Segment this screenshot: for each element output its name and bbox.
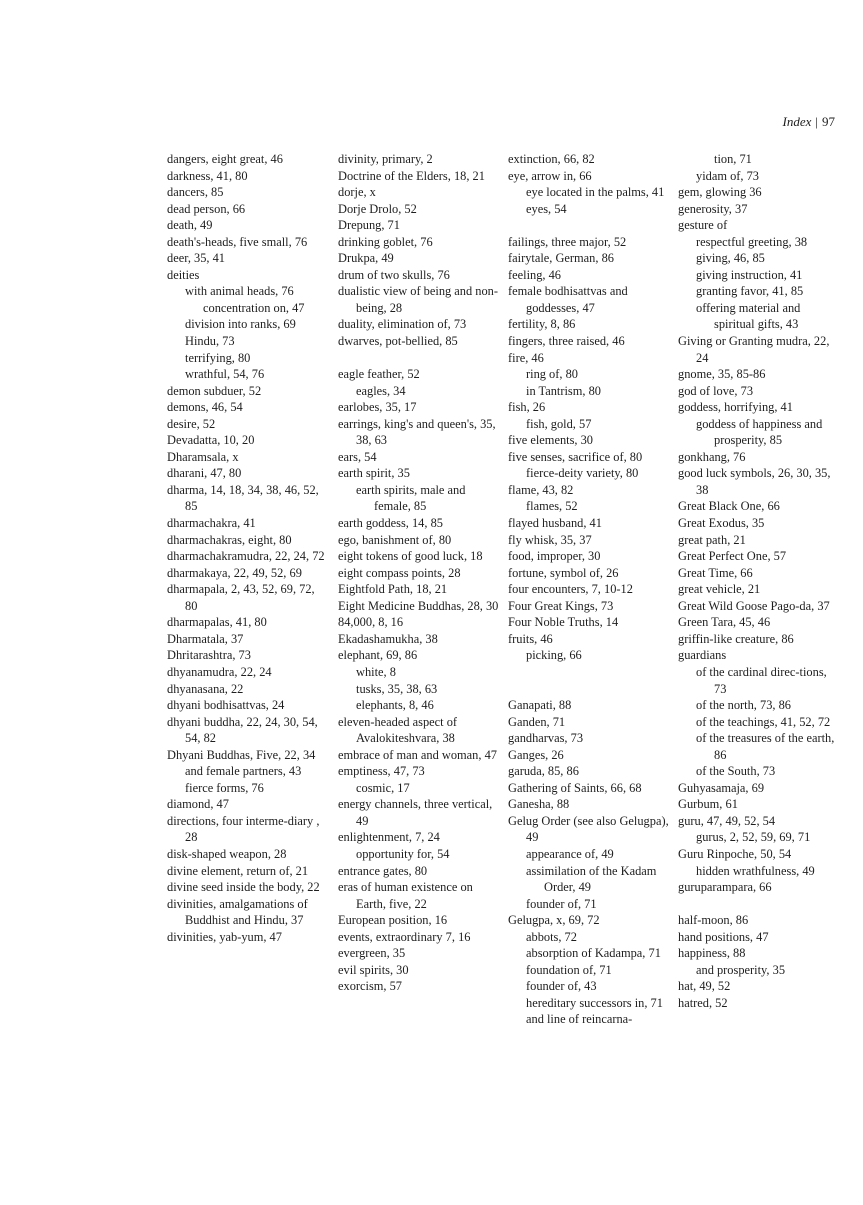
index-subentry: opportunity for, 54: [356, 846, 450, 861]
index-entry: demon subduer, 52: [167, 383, 262, 398]
index-entry: fortune, symbol of, 26: [508, 565, 619, 580]
index-subentry: giving instruction, 41: [696, 267, 803, 282]
index-subentry: cosmic, 17: [356, 780, 410, 795]
section-gap: [338, 350, 500, 367]
index-entry: Gelugpa, x, 69, 72: [508, 913, 600, 928]
index-subentry: white, 8: [356, 664, 396, 679]
index-subentry: fierce forms, 76: [185, 780, 264, 795]
index-column-3: [508, 151, 670, 1028]
index-entry: extinction, 66, 82: [508, 152, 595, 166]
index-subentry: of the treasures of the earth, 86: [696, 731, 835, 762]
index-entry: gandharvas, 73: [508, 731, 584, 746]
index-subentry: abbots, 72: [526, 929, 577, 944]
index-entry: Dorje Drolo, 52: [338, 201, 417, 216]
index-subentry: with animal heads, 76: [185, 284, 294, 299]
index-subentry: division into ranks, 69: [185, 317, 296, 332]
index-entry: darkness, 41, 80: [167, 168, 248, 183]
index-entry: entrance gates, 80: [338, 863, 428, 878]
index-entry: Guru Rinpoche, 50, 54: [678, 846, 792, 861]
section-gap: [508, 681, 670, 698]
index-column-2: [338, 151, 500, 995]
index-entry: fly whisk, 35, 37: [508, 532, 592, 547]
index-entry: demons, 46, 54: [167, 400, 243, 415]
index-entry: embrace of man and woman, 47: [338, 747, 497, 762]
index-entry: desire, 52: [167, 416, 216, 431]
index-subentry: of the north, 73, 86: [696, 698, 791, 713]
index-entry: dangers, eight great, 46: [167, 152, 283, 166]
index-entry: divinity, primary, 2: [338, 152, 433, 166]
index-entry: Dharamsala, x: [167, 449, 239, 464]
index-entry: Doctrine of the Elders, 18, 21: [338, 168, 485, 183]
index-entry: Great Exodus, 35: [678, 516, 765, 531]
index-subentry: in Tantrism, 80: [526, 383, 601, 398]
index-entry: dorje, x: [338, 185, 376, 200]
index-entry: eras of human existence on Earth, five, 22: [338, 880, 473, 911]
index-subentry: and prosperity, 35: [696, 962, 786, 977]
index-subentry: tion, 71: [714, 152, 752, 166]
index-subentry: terrifying, 80: [185, 350, 251, 365]
index-entry: European position, 16: [338, 913, 448, 928]
section-gap: [508, 217, 670, 234]
index-entry: failings, three major, 52: [508, 234, 627, 249]
index-entry: earth spirit, 35: [338, 466, 410, 481]
index-subentry: foundation of, 71: [526, 962, 612, 977]
index-entry: flame, 43, 82: [508, 482, 574, 497]
index-subentry: gurus, 2, 52, 59, 69, 71: [696, 830, 811, 845]
index-entry: half-moon, 86: [678, 913, 749, 928]
index-entry: Dhritarashtra, 73: [167, 648, 251, 663]
index-entry: fire, 46: [508, 350, 544, 365]
index-entry: ego, banishment of, 80: [338, 532, 452, 547]
index-entry: earth goddess, 14, 85: [338, 516, 443, 531]
index-entry: fish, 26: [508, 400, 546, 415]
index-subentry: absorption of Kadampa, 71: [526, 946, 661, 961]
index-entry: dharmakaya, 22, 49, 52, 69: [167, 565, 302, 580]
index-entry: Giving or Granting mudra, 22, 24: [678, 334, 830, 365]
index-entry: dharmachakra, 41: [167, 516, 256, 531]
index-entry: dhyani buddha, 22, 24, 30, 54, 54, 82: [167, 714, 318, 746]
index-subentry: fish, gold, 57: [526, 416, 592, 431]
index-subentry: ring of, 80: [526, 367, 578, 382]
index-entry: dhyanasana, 22: [167, 681, 244, 696]
index-entry: Four Great Kings, 73: [508, 598, 614, 613]
index-entry: Drukpa, 49: [338, 251, 394, 266]
index-entry: deities: [167, 267, 200, 282]
index-entry: drinking goblet, 76: [338, 234, 433, 249]
index-subentry: of the teachings, 41, 52, 72: [696, 714, 831, 729]
index-entry: energy channels, three vertical, 49: [338, 797, 493, 828]
index-entry: five senses, sacrifice of, 80: [508, 449, 643, 464]
index-subentry: earth spirits, male and female, 85: [356, 482, 466, 514]
index-subentry: elephants, 8, 46: [356, 698, 434, 713]
index-column-4: [678, 151, 840, 1011]
index-entry: ears, 54: [338, 449, 377, 464]
index-entry: disk-shaped weapon, 28: [167, 846, 287, 861]
index-subentry: offering material and spiritual gifts, 43: [696, 300, 801, 332]
index-entry: Ekadashamukha, 38: [338, 631, 438, 646]
index-entry: eight tokens of good luck, 18: [338, 549, 483, 564]
index-subentry: granting favor, 41, 85: [696, 284, 804, 299]
index-subentry: wrathful, 54, 76: [185, 367, 265, 382]
index-entry: Great Perfect One, 57: [678, 549, 787, 564]
index-entry: happiness, 88: [678, 946, 746, 961]
index-entry: dharani, 47, 80: [167, 466, 242, 481]
index-entry: gem, glowing 36: [678, 185, 762, 200]
index-entry: evil spirits, 30: [338, 962, 409, 977]
index-entry: dharmachakras, eight, 80: [167, 532, 292, 547]
index-entry: guardians: [678, 648, 727, 663]
index-subentry: hereditary successors in, 71: [526, 995, 663, 1010]
index-entry: eleven-headed aspect of Avalokiteshvara, 38: [338, 714, 458, 746]
index-subentry: concentration on, 47: [203, 300, 305, 315]
index-subentry: and line of reincarna-: [526, 1012, 633, 1027]
index-subentry: fierce-deity variety, 80: [526, 466, 639, 481]
index-subentry: eyes, 54: [526, 201, 567, 216]
index-subentry: picking, 66: [526, 648, 582, 663]
index-entry: events, extraordinary 7, 16: [338, 929, 471, 944]
index-entry: Green Tara, 45, 46: [678, 615, 771, 630]
index-entry: four encounters, 7, 10-12: [508, 582, 633, 597]
index-entry: enlightenment, 7, 24: [338, 830, 440, 845]
index-entry: dharmachakramudra, 22, 24, 72: [167, 549, 325, 564]
index-entry: five elements, 30: [508, 433, 593, 448]
index-subentry: and female partners, 43: [185, 764, 302, 779]
index-entry: exorcism, 57: [338, 979, 403, 994]
index-entry: drum of two skulls, 76: [338, 267, 450, 282]
running-head: [783, 114, 835, 130]
index-entry: Gathering of Saints, 66, 68: [508, 780, 642, 795]
index-entry: Eightfold Path, 18, 21: [338, 582, 448, 597]
index-entry: dhyanamudra, 22, 24: [167, 664, 272, 679]
index-entry: female bodhisattvas and goddesses, 47: [508, 284, 628, 315]
index-subentry: founder of, 43: [526, 979, 597, 994]
index-entry: divinities, yab-yum, 47: [167, 929, 282, 944]
index-entry: Ganesha, 88: [508, 797, 570, 812]
index-entry: dwarves, pot-bellied, 85: [338, 334, 458, 349]
index-entry: duality, elimination of, 73: [338, 317, 467, 332]
index-entry: Great Black One, 66: [678, 499, 780, 514]
index-entry: great vehicle, 21: [678, 582, 761, 597]
index-entry: death's-heads, five small, 76: [167, 234, 308, 249]
index-subentry: goddess of happiness and prosperity, 85: [696, 416, 823, 448]
index-entry: hatred, 52: [678, 995, 728, 1010]
index-entry: generosity, 37: [678, 201, 748, 216]
index-entry: great path, 21: [678, 532, 746, 547]
index-subentry: founder of, 71: [526, 896, 597, 911]
index-entry: guruparampara, 66: [678, 880, 772, 895]
index-subentry: flames, 52: [526, 499, 578, 514]
index-entry: flayed husband, 41: [508, 516, 602, 531]
index-subentry: hidden wrathfulness, 49: [696, 863, 815, 878]
index-subentry: giving, 46, 85: [696, 251, 765, 266]
index-entry: divine seed inside the body, 22: [167, 880, 320, 895]
index-entry: Guhyasamaja, 69: [678, 780, 765, 795]
index-entry: griffin-like creature, 86: [678, 631, 794, 646]
index-entry: hand positions, 47: [678, 929, 769, 944]
index-entry: eagle feather, 52: [338, 367, 420, 382]
index-entry: directions, four interme-diary , 28: [167, 813, 320, 845]
index-subentry: yidam of, 73: [696, 168, 759, 183]
index-entry: diamond, 47: [167, 797, 229, 812]
running-head-title: Index: [782, 114, 812, 129]
index-entry: god of love, 73: [678, 383, 754, 398]
index-entry: fairytale, German, 86: [508, 251, 614, 266]
index-entry: elephant, 69, 86: [338, 648, 418, 663]
index-entry: Ganges, 26: [508, 747, 564, 762]
index-entry: deer, 35, 41: [167, 251, 225, 266]
index-entry: fingers, three raised, 46: [508, 334, 625, 349]
index-entry: Gurbum, 61: [678, 797, 738, 812]
index-column-1: [167, 151, 329, 945]
index-entry: guru, 47, 49, 52, 54: [678, 813, 776, 828]
section-gap: [508, 664, 670, 681]
index-subentry: assimilation of the Kadam Order, 49: [526, 863, 657, 895]
index-subentry: tusks, 35, 38, 63: [356, 681, 438, 696]
index-entry: fertility, 8, 86: [508, 317, 576, 332]
index-entry: Ganapati, 88: [508, 698, 572, 713]
index-entry: gesture of: [678, 218, 728, 233]
index-entry: emptiness, 47, 73: [338, 764, 425, 779]
index-entry: earrings, king's and queen's, 35, 38, 63: [338, 416, 496, 448]
index-entry: dharmapala, 2, 43, 52, 69, 72, 80: [167, 582, 315, 613]
index-entry: fruits, 46: [508, 631, 553, 646]
index-entry: Dhyani Buddhas, Five, 22, 34: [167, 747, 316, 762]
index-entry: Devadatta, 10, 20: [167, 433, 255, 448]
index-subentry: respectful greeting, 38: [696, 234, 808, 249]
running-head-separator: |: [815, 114, 818, 129]
index-entry: feeling, 46: [508, 267, 561, 282]
index-subentry: of the South, 73: [696, 764, 776, 779]
index-entry: Dharmatala, 37: [167, 631, 244, 646]
index-entry: Four Noble Truths, 14: [508, 615, 619, 630]
index-entry: dead person, 66: [167, 201, 246, 216]
index-entry: Gelug Order (see also Gelugpa), 49: [508, 813, 669, 845]
index-entry: divine element, return of, 21: [167, 863, 309, 878]
index-entry: dancers, 85: [167, 185, 224, 200]
index-entry: food, improper, 30: [508, 549, 601, 564]
index-entry: Ganden, 71: [508, 714, 566, 729]
index-subentry: of the cardinal direc-tions, 73: [696, 664, 827, 696]
section-gap: [678, 896, 840, 913]
index-subentry: eagles, 34: [356, 383, 406, 398]
index-entry: evergreen, 35: [338, 946, 406, 961]
index-entry: goddess, horrifying, 41: [678, 400, 793, 415]
index-entry: earlobes, 35, 17: [338, 400, 417, 415]
index-entry: death, 49: [167, 218, 213, 233]
index-entry: Drepung, 71: [338, 218, 400, 233]
index-entry: 84,000, 8, 16: [338, 615, 404, 630]
index-entry: dharma, 14, 18, 34, 38, 46, 52, 85: [167, 482, 319, 514]
index-entry: dhyani bodhisattvas, 24: [167, 698, 285, 713]
index-entry: gnome, 35, 85-86: [678, 367, 766, 382]
index-subentry: Hindu, 73: [185, 334, 235, 349]
page-number: 97: [822, 114, 835, 129]
index-entry: dharmapalas, 41, 80: [167, 615, 267, 630]
index-entry: Eight Medicine Buddhas, 28, 30: [338, 598, 499, 613]
index-entry: Great Time, 66: [678, 565, 753, 580]
index-entry: eye, arrow in, 66: [508, 168, 592, 183]
index-entry: hat, 49, 52: [678, 979, 731, 994]
index-entry: garuda, 85, 86: [508, 764, 579, 779]
index-entry: eight compass points, 28: [338, 565, 461, 580]
index-entry: Great Wild Goose Pago-da, 37: [678, 598, 830, 613]
index-entry: good luck symbols, 26, 30, 35, 38: [678, 466, 831, 497]
index-entry: gonkhang, 76: [678, 449, 746, 464]
index-entry: dualistic view of being and non-being, 28: [338, 284, 499, 315]
index-entry: divinities, amalgamations of Buddhist and Hindu, 37: [167, 896, 308, 928]
index-subentry: appearance of, 49: [526, 846, 614, 861]
index-subentry: eye located in the palms, 41: [526, 185, 665, 200]
